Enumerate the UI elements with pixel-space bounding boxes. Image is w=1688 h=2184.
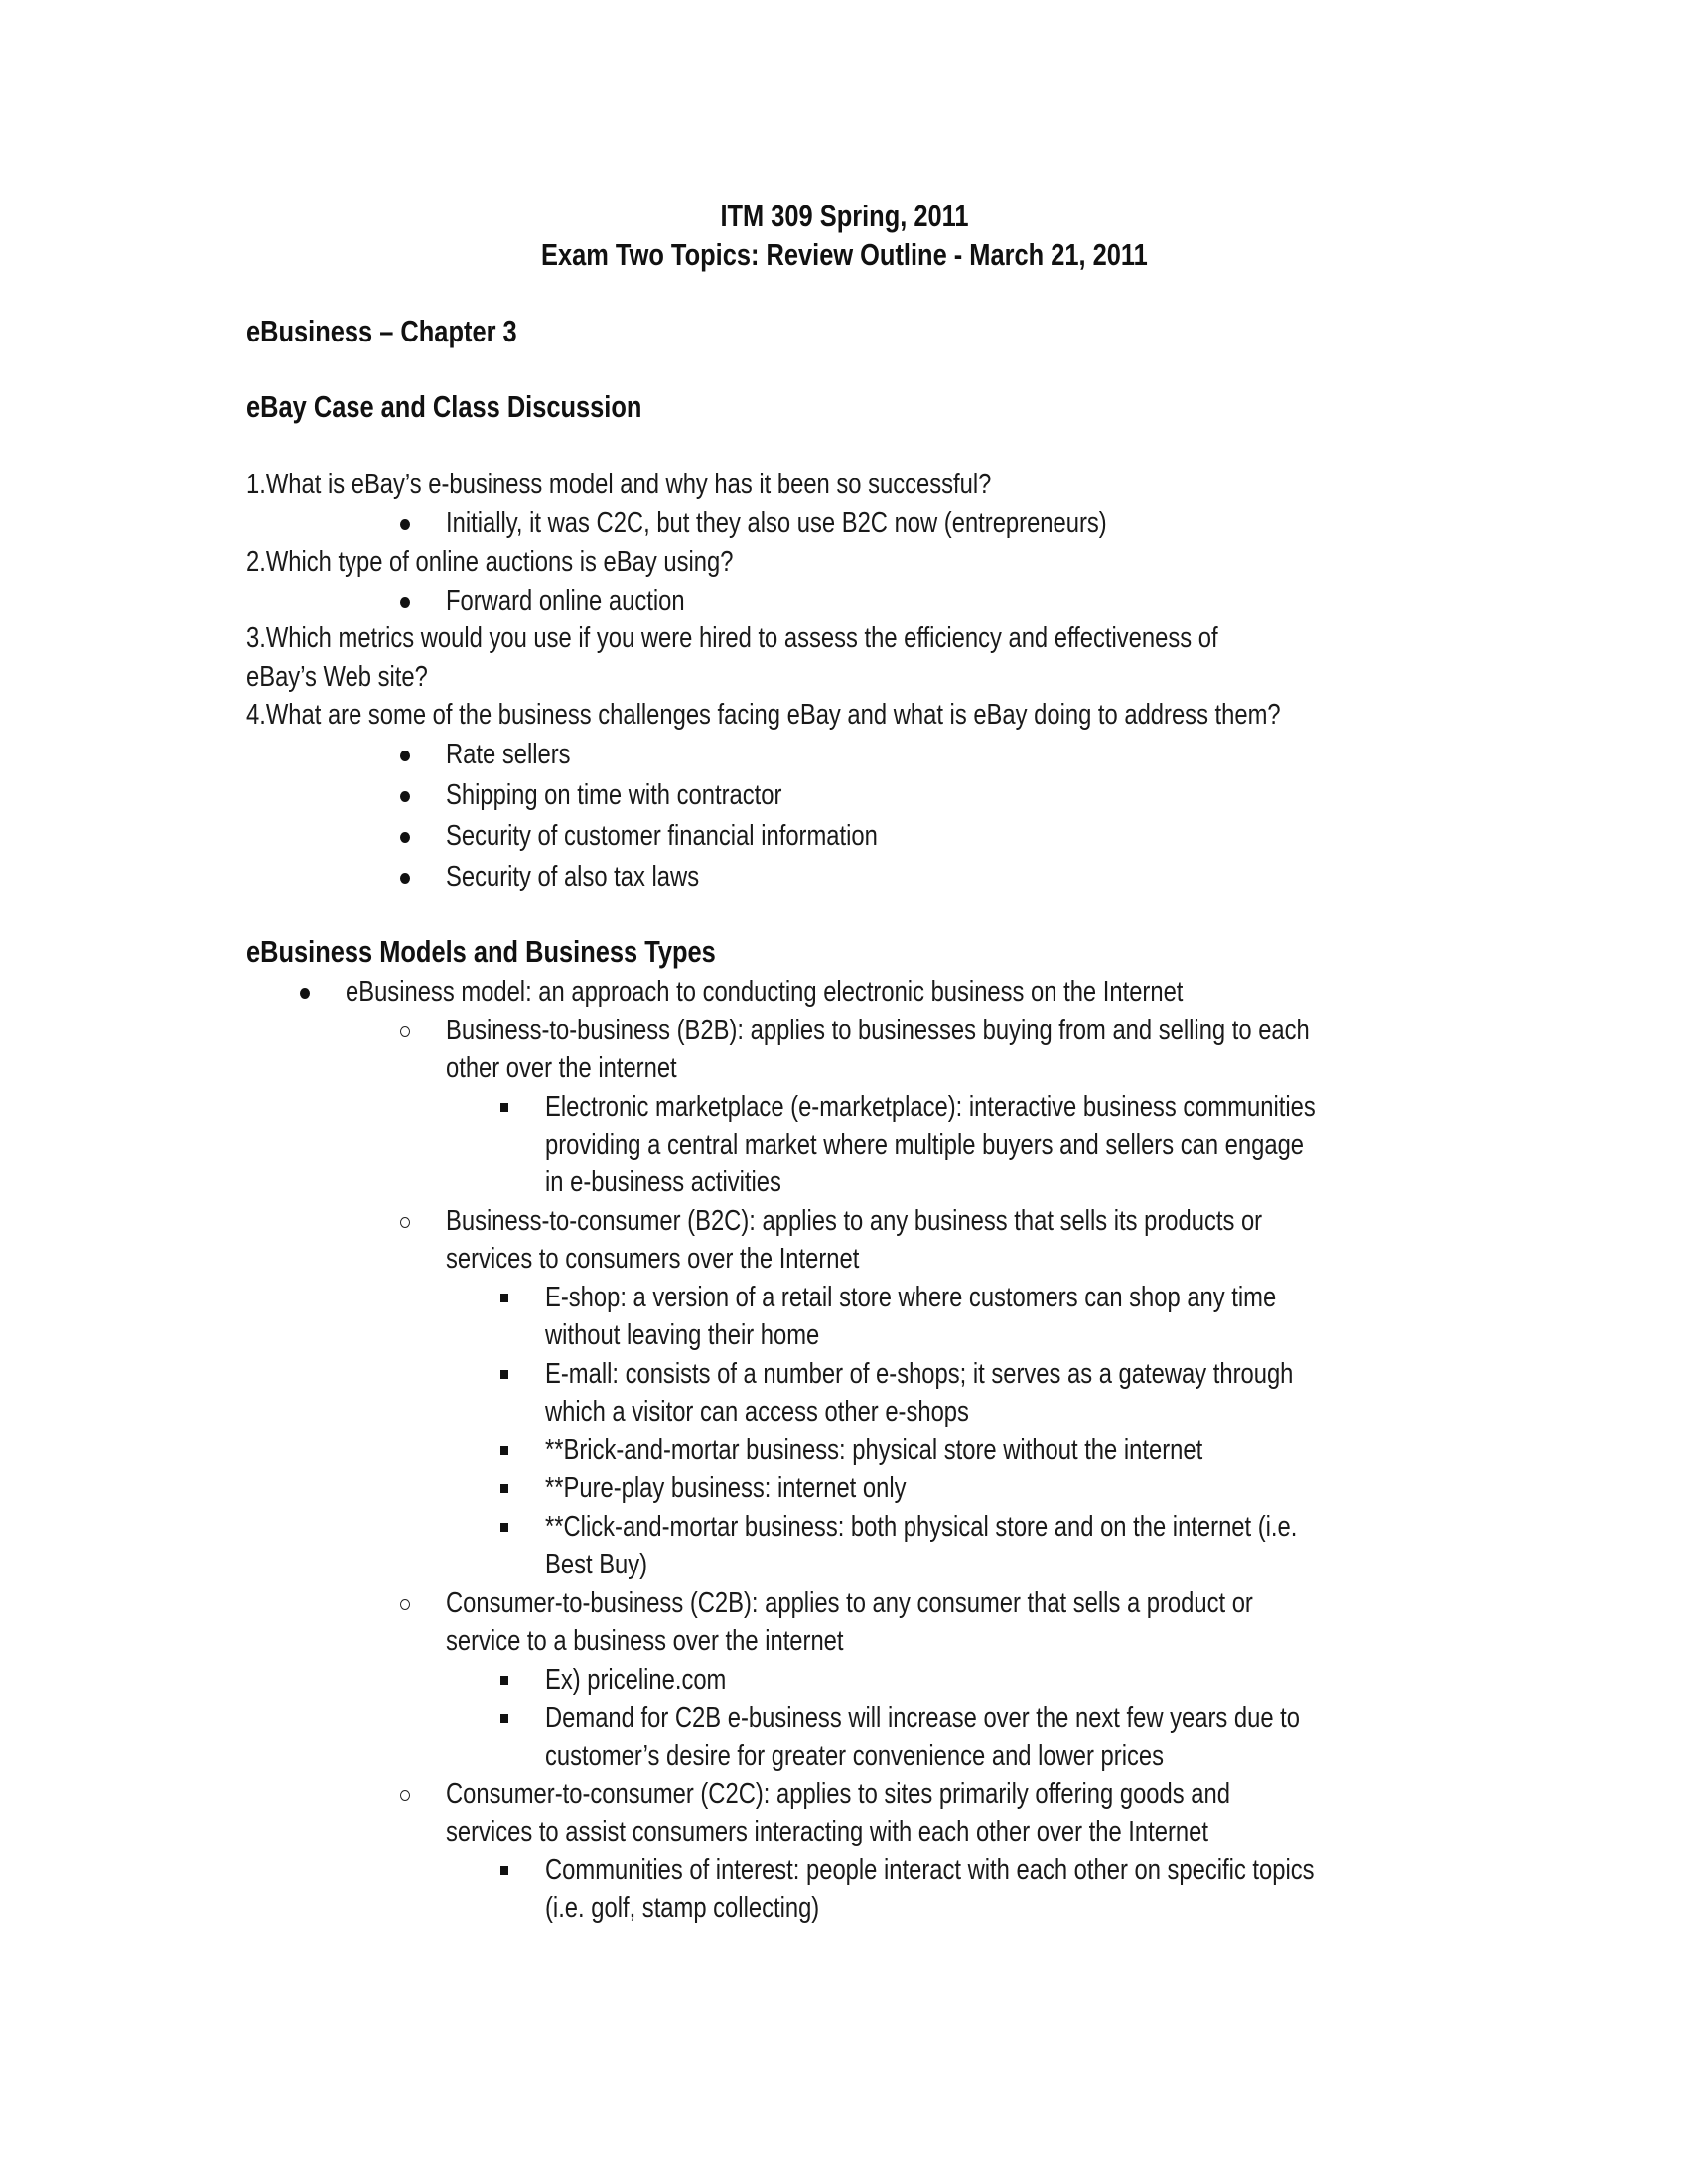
c2c-item-line2: (i.e. golf, stamp collecting) bbox=[545, 1892, 820, 1924]
ebusiness-model-definition: eBusiness model: an approach to conducting electronic business on the Internet bbox=[346, 976, 1184, 1008]
c2b-definition-line1: Consumer-to-business (C2B): applies to any consumer that sells a product or bbox=[446, 1587, 1253, 1619]
bullet-square-icon bbox=[500, 1370, 508, 1379]
answer-4-item: Security of also tax laws bbox=[446, 861, 700, 892]
bullet-disc-icon bbox=[400, 751, 410, 761]
question-3-line1: 3.Which metrics would you use if you were hired to assess the efficiency and effectiveness of bbox=[246, 622, 1218, 654]
bullet-disc-icon bbox=[400, 873, 410, 884]
b2b-item-line1: Electronic marketplace (e-marketplace): interactive business communities bbox=[545, 1091, 1316, 1123]
bullet-disc-icon bbox=[400, 519, 410, 530]
c2b-item-line2: customer’s desire for greater convenience and lower prices bbox=[545, 1740, 1164, 1772]
bullet-square-icon bbox=[500, 1103, 508, 1112]
bullet-square-icon bbox=[500, 1676, 508, 1685]
section-heading-ebay-case: eBay Case and Class Discussion bbox=[246, 389, 642, 424]
answer-1-item: Initially, it was C2C, but they also use B2C now (entrepreneurs) bbox=[446, 507, 1107, 539]
c2c-definition-line2: services to assist consumers interacting with each other over the Internet bbox=[446, 1816, 1208, 1847]
bullet-circle-icon bbox=[400, 1026, 410, 1037]
bullet-disc-icon bbox=[300, 988, 310, 999]
c2b-definition-line2: service to a business over the internet bbox=[446, 1625, 844, 1657]
b2b-definition-line2: other over the internet bbox=[446, 1052, 677, 1084]
bullet-square-icon bbox=[500, 1484, 508, 1493]
b2c-item-line1: E-shop: a version of a retail store where customers can shop any time bbox=[545, 1282, 1277, 1313]
b2c-item-line2: Best Buy) bbox=[545, 1549, 648, 1580]
b2c-definition-line2: services to consumers over the Internet bbox=[446, 1243, 860, 1275]
bullet-disc-icon bbox=[400, 832, 410, 843]
chapter-heading: eBusiness – Chapter 3 bbox=[246, 314, 517, 348]
c2b-item-line1: Ex) priceline.com bbox=[545, 1664, 727, 1696]
section-heading-ebusiness-models: eBusiness Models and Business Types bbox=[246, 934, 716, 969]
b2c-definition-line1: Business-to-consumer (B2C): applies to any business that sells its products or bbox=[446, 1205, 1263, 1237]
b2c-item-line1: **Brick-and-mortar business: physical store without the internet bbox=[545, 1434, 1203, 1466]
document-title-line2: Exam Two Topics: Review Outline - March 21, 2011 bbox=[540, 237, 1148, 272]
bullet-square-icon bbox=[500, 1714, 508, 1723]
bullet-circle-icon bbox=[400, 1790, 410, 1801]
b2c-item-line1: **Pure-play business: internet only bbox=[545, 1472, 907, 1504]
answer-4-item: Shipping on time with contractor bbox=[446, 779, 782, 811]
b2c-item-line1: **Click-and-mortar business: both physical store and on the internet (i.e. bbox=[545, 1511, 1298, 1543]
question-1: 1.What is eBay’s e-business model and why has it been so successful? bbox=[246, 469, 992, 500]
b2c-item-line2: without leaving their home bbox=[545, 1319, 820, 1351]
bullet-disc-icon bbox=[400, 791, 410, 802]
bullet-square-icon bbox=[500, 1866, 508, 1875]
bullet-square-icon bbox=[500, 1294, 508, 1302]
question-4: 4.What are some of the business challenges facing eBay and what is eBay doing to address them? bbox=[246, 699, 1281, 731]
question-3-line2: eBay’s Web site? bbox=[246, 661, 428, 693]
bullet-square-icon bbox=[500, 1523, 508, 1532]
b2b-item-line3: in e-business activities bbox=[545, 1166, 781, 1198]
answer-4-item: Rate sellers bbox=[446, 739, 571, 770]
c2b-item-line1: Demand for C2B e-business will increase over the next few years due to bbox=[545, 1703, 1301, 1734]
answer-4-item: Security of customer financial information bbox=[446, 820, 878, 852]
bullet-square-icon bbox=[500, 1446, 508, 1455]
b2b-item-line2: providing a central market where multiple buyers and sellers can engage bbox=[545, 1129, 1305, 1160]
c2c-definition-line1: Consumer-to-consumer (C2C): applies to sites primarily offering goods and bbox=[446, 1778, 1230, 1810]
bullet-circle-icon bbox=[400, 1217, 410, 1228]
bullet-circle-icon bbox=[400, 1599, 410, 1610]
b2c-item-line1: E-mall: consists of a number of e-shops; it serves as a gateway through bbox=[545, 1358, 1294, 1390]
document-title-line1: ITM 309 Spring, 2011 bbox=[719, 199, 969, 233]
bullet-disc-icon bbox=[400, 597, 410, 608]
c2c-item-line1: Communities of interest: people interact with each other on specific topics bbox=[545, 1854, 1315, 1886]
b2b-definition-line1: Business-to-business (B2B): applies to businesses buying from and selling to each bbox=[446, 1015, 1310, 1046]
answer-2-item: Forward online auction bbox=[446, 585, 685, 616]
b2c-item-line2: which a visitor can access other e-shops bbox=[545, 1396, 969, 1428]
question-2: 2.Which type of online auctions is eBay using? bbox=[246, 546, 734, 578]
